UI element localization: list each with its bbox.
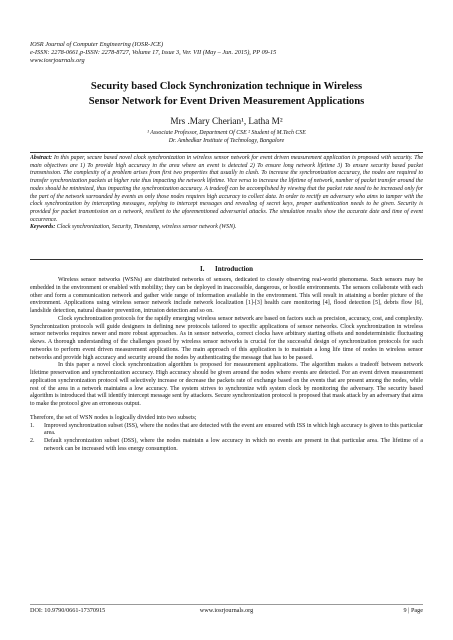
author-list: Mrs .Mary Cherian¹, Latha M² [170,116,283,126]
list-item-number: 2. [30,438,35,444]
list-item [30,438,423,454]
intro-paragraph-1: Wireless sensor networks (WSNs) are distributed networks of sensors, dedicated to closely observing real-world phenomena. Such sensors may be embedded in the environment or enabled with mobility; they can be deployed in inaccessible, dangerous, or hostile environments. The sensors collaborate with each other and form a communication network and gather wide range of information available in the environment. This will result in attaining a border picture of the environment. Applications using wireless sensor network include network localization [1]-[3] health care monitoring [4], flood detection [5], debris flow [6], landslide detection, natural disaster prevention, intrusion detection and so on. [30,277,423,314]
section-heading: I. Introduction [200,265,253,273]
affiliations [38,130,415,145]
footer-page-number: 9 | Page [403,607,423,614]
intro-paragraph-2: Clock synchronization protocols for the rapidly emerging wireless sensor network are based on factors such as precision, accuracy, cost, and complexity. Synchronization protocols will guide designers in defining new protocols tailored to specific applications of sensor networks. Clock synchronization in wireless sensor networks requires newer and more robust approaches. As in sensor networks, correct clocks have arbitrary starting offsets and nondeterministic fluctuating skews. A thorough understanding of the challenges posed by wireless sensor networks is crucial for the successful design of synchronization protocols for such networks to perform event driven measurement applications. The main approach of this application is to maintain a long life time of nodes in wireless sensor networks and provide high accuracy and security around the nodes by authenticating the message that has to be passed. [30,315,423,361]
footer-site-link[interactable]: www.iosrjournals.org [199,607,254,614]
title-line-1: Security based Clock Synchronization technique in Wireless [90,81,363,92]
abstract-text: In this paper, secure based novel clock synchronization in wireless sensor network for event driven measurement application is proposed with security. The main objectives are 1) To provide high accuracy in the area where an event is detected 2) To ensure long network lifetime 3) To ensure security based packet transmission. The complexity of a problem arises from first two properties that usually in clash. To increase the synchronization accuracy, the nodes are required to transfer synchronization packets at higher rate thus impacting the network lifetime. Vice versa to increase the lifetime of network, number of packet transfer around the nodes should be minimized, thus impacting the synchronization accuracy. A tradeoff can be accomplished by viewing that the packet rate need to be increased only for the part of the network surrounded by events as only those nodes requires high accuracy to collect data. In order to rectify an adversary who aims to tamper with the clock synchronization by intercepting messages, replying to intercept messages and revealing of secret keys, proper authentication needs to be given. Security is provided for packet transmission on a network, resilient to the aforementioned adversarial attacks. The simulation results show the accurate date and time of event occurrence. [30,155,423,223]
list-item-text: Improved synchronization subset (ISS), where the nodes that are detected with the event are ensured with ISS in which high accuracy is given to this particular area. [44,422,423,437]
journal-issn: e-ISSN: 2278-0661,p-ISSN: 2278-8727, Volume 17, Issue 3, Ver. VII (May – Jun. 2015), PP 09-15 [30,49,277,57]
affiliation-line-2: Dr. Ambedkar Institute of Technology, Bangalore [168,137,285,144]
journal-site: www.iosrjournals.org [30,57,85,65]
footer-doi: DOI: 10.9790/0661-17370915 [30,607,106,614]
journal-name: IOSR Journal of Computer Engineering (IOSR-JCE) [30,41,164,48]
keywords-text: Clock synchronization, Security, Timestamp, wireless sensor network (WSN). [56,224,237,231]
abstract-block [30,152,423,260]
affiliation-line-1: ¹ Associate Professor, Department Of CSE ² Student of M.Tech CSE [147,130,306,136]
journal-header [30,41,430,66]
introduction-body [30,277,423,575]
intro-paragraph-4: Therefore, the set of WSN nodes is logically divided into two subsets; [30,414,197,421]
keywords-label: Keywords: [30,224,56,231]
page-footer [30,604,423,616]
list-item-number: 1. [30,422,35,429]
list-item-text: Default synchronization subset (DSS), where the nodes maintain a low accuracy in which no events are present in that particular area. The lifetime of a network can be increased with less energy consumption. [44,438,423,452]
abstract-label: Abstract: [30,155,53,161]
keywords-paragraph [30,224,423,232]
intro-paragraph-3: In this paper a novel clock synchronization algorithm is proposed for measurement applications. The algorithm makes a tradeoff between network lifetime preservation and synchronization accuracy. High accuracy should be given around the nodes where events are detected. For an event driven measurement application synchronization protocol will selectively increase or decrease the packets rate of exchange based on the events that are present among the nodes, while rest of the area in a network maintains a low accuracy. The system strives to synchronize with system clock by monitoring the adversary. The security based algorithm is introduced that will identify intercept message sent by attackers. Secure synchronization protocol is proposed that mask attack by an adversary that aims to make the protocol give an erroneous output. [30,362,423,407]
abstract-paragraph [30,155,423,224]
title-line-2: Sensor Network for Event Driven Measurement Applications [88,95,365,107]
list-item [30,423,423,439]
paper-title [38,80,415,109]
subset-list [30,423,423,454]
